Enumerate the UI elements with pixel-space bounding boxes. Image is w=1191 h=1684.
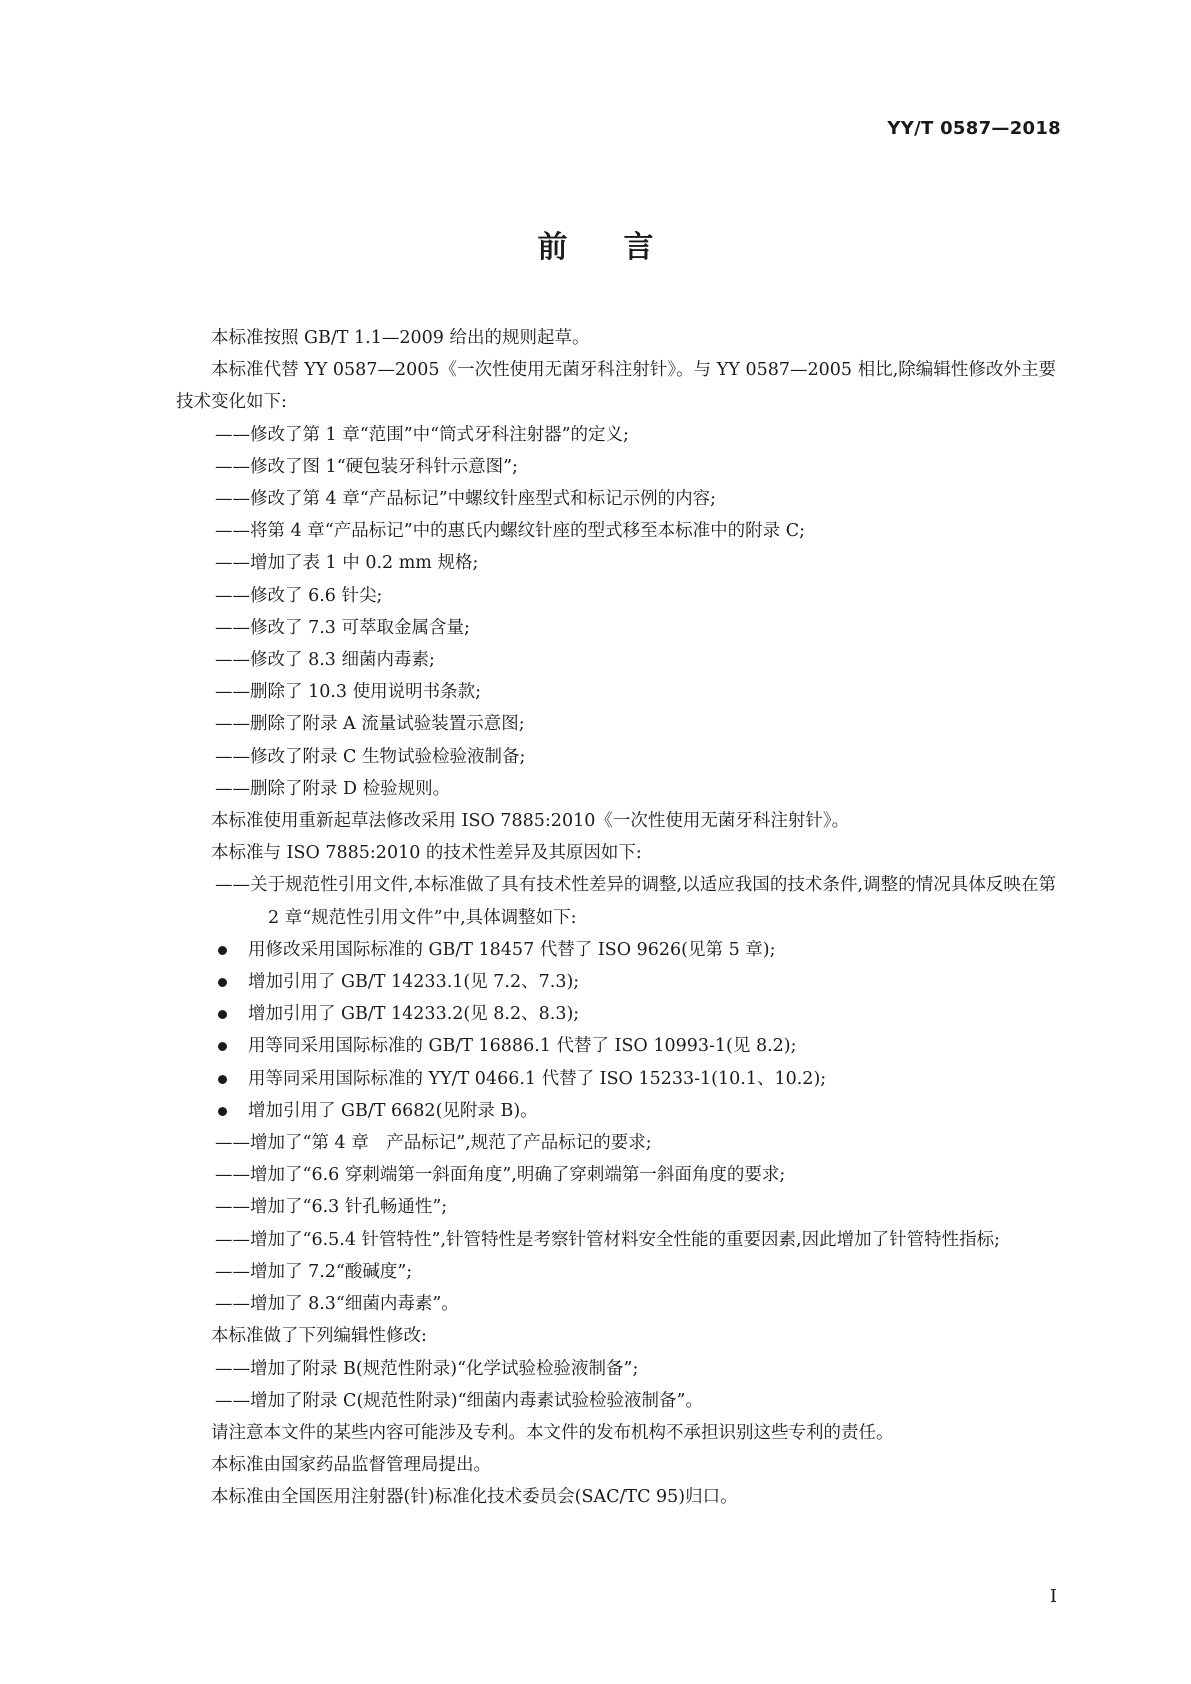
change-item: ——修改了第 4 章“产品标记”中螺纹针座型式和标记示例的内容;: [215, 489, 717, 510]
difference-item: ——增加了“6.6 穿刺端第一斜面角度”,明确了穿刺端第一斜面角度的要求;: [215, 1165, 786, 1186]
bullet-icon: [218, 1042, 227, 1051]
change-item: ——修改了第 1 章“范围”中“筒式牙科注射器”的定义;: [215, 424, 629, 445]
bullet-text: 增加引用了 GB/T 14233.2(见 8.2、8.3);: [248, 1004, 580, 1025]
change-item: ——增加了表 1 中 0.2 mm 规格;: [215, 553, 479, 574]
standard-code: YY/T 0587—2018: [887, 118, 1061, 139]
page-title: 前言: [537, 230, 710, 265]
paragraph: 本标准按照 GB/T 1.1—2009 给出的规则起草。: [211, 328, 590, 348]
change-item: ——修改了 8.3 细菌内毒素;: [215, 650, 435, 671]
difference-item: ——增加了 7.2“酸碱度”;: [215, 1261, 413, 1282]
bullet-item: [176, 1095, 1056, 1127]
bullet-icon: [218, 1107, 227, 1116]
paragraph: 请注意本文件的某些内容可能涉及专利。本文件的发布机构不承担识别这些专利的责任。: [211, 1422, 894, 1443]
paragraph: 本标准由国家药品监督管理局提出。: [211, 1455, 491, 1476]
difference-item: ——增加了 8.3“细菌内毒素”。: [215, 1294, 459, 1315]
bullet-text: 用等同采用国际标准的 GB/T 16886.1 代替了 ISO 10993-1(见 8.2);: [248, 1036, 797, 1057]
difference-item: ——关于规范性引用文件,本标准做了具有技术性差异的调整,以适应我国的技术条件,调整的情况具体反映在第 2 章“规范性引用文件”中,具体调整如下:: [215, 875, 1056, 928]
change-item: ——将第 4 章“产品标记”中的惠氏内螺纹针座的型式移至本标准中的附录 C;: [215, 521, 805, 542]
bullet-item: [176, 1030, 1056, 1062]
difference-item: ——增加了“第 4 章 产品标记”,规范了产品标记的要求;: [215, 1133, 652, 1154]
change-item: ——删除了附录 D 检验规则。: [215, 778, 451, 799]
change-item: ——修改了附录 C 生物试验检验液制备;: [215, 746, 526, 767]
bullet-item: [176, 966, 1056, 998]
change-item: ——修改了 6.6 针尖;: [215, 585, 383, 606]
foreword-body: [176, 322, 1056, 1514]
bullet-text: 用等同采用国际标准的 YY/T 0466.1 代替了 ISO 15233-1(10.1、10.2);: [248, 1068, 827, 1089]
bullet-text: 增加引用了 GB/T 14233.1(见 7.2、7.3);: [248, 972, 580, 993]
editorial-item: ——增加了附录 B(规范性附录)“化学试验检验液制备”;: [215, 1358, 639, 1379]
paragraph: 本标准与 ISO 7885:2010 的技术性差异及其原因如下:: [211, 843, 642, 864]
bullet-icon: [218, 978, 227, 987]
change-item: ——修改了图 1“硬包装牙科针示意图”;: [215, 456, 518, 477]
bullet-item: [176, 1063, 1056, 1095]
paragraph: 本标准由全国医用注射器(针)标准化技术委员会(SAC/TC 95)归口。: [211, 1487, 738, 1508]
change-item: ——删除了 10.3 使用说明书条款;: [215, 682, 481, 703]
bullet-text: 用修改采用国际标准的 GB/T 18457 代替了 ISO 9626(见第 5 章);: [248, 939, 776, 960]
bullet-icon: [218, 946, 227, 955]
editorial-item: ——增加了附录 C(规范性附录)“细菌内毒素试验检验液制备”。: [215, 1390, 703, 1411]
page-number: I: [1049, 1586, 1057, 1607]
difference-item: ——增加了“6.5.4 针管特性”,针管特性是考察针管材料安全性能的重要因素,因此增加了针管特性指标;: [215, 1229, 1001, 1250]
change-item: ——删除了附录 A 流量试验装置示意图;: [215, 714, 525, 735]
change-item: ——修改了 7.3 可萃取金属含量;: [215, 617, 470, 638]
paragraph: 本标准做了下列编辑性修改:: [211, 1326, 427, 1347]
bullet-icon: [218, 1075, 227, 1084]
paragraph: 本标准代替 YY 0587—2005《一次性使用无菌牙科注射针》。与 YY 0587—2005 相比,除编辑性修改外主要技术变化如下:: [176, 360, 1056, 413]
bullet-text: 增加引用了 GB/T 6682(见附录 B)。: [248, 1100, 538, 1121]
paragraph: 本标准使用重新起草法修改采用 ISO 7885:2010《一次性使用无菌牙科注射针》。: [211, 811, 850, 832]
bullet-item: [176, 998, 1056, 1030]
bullet-item: [176, 934, 1056, 966]
bullet-icon: [218, 1010, 227, 1019]
difference-item: ——增加了“6.3 针孔畅通性”;: [215, 1197, 448, 1218]
